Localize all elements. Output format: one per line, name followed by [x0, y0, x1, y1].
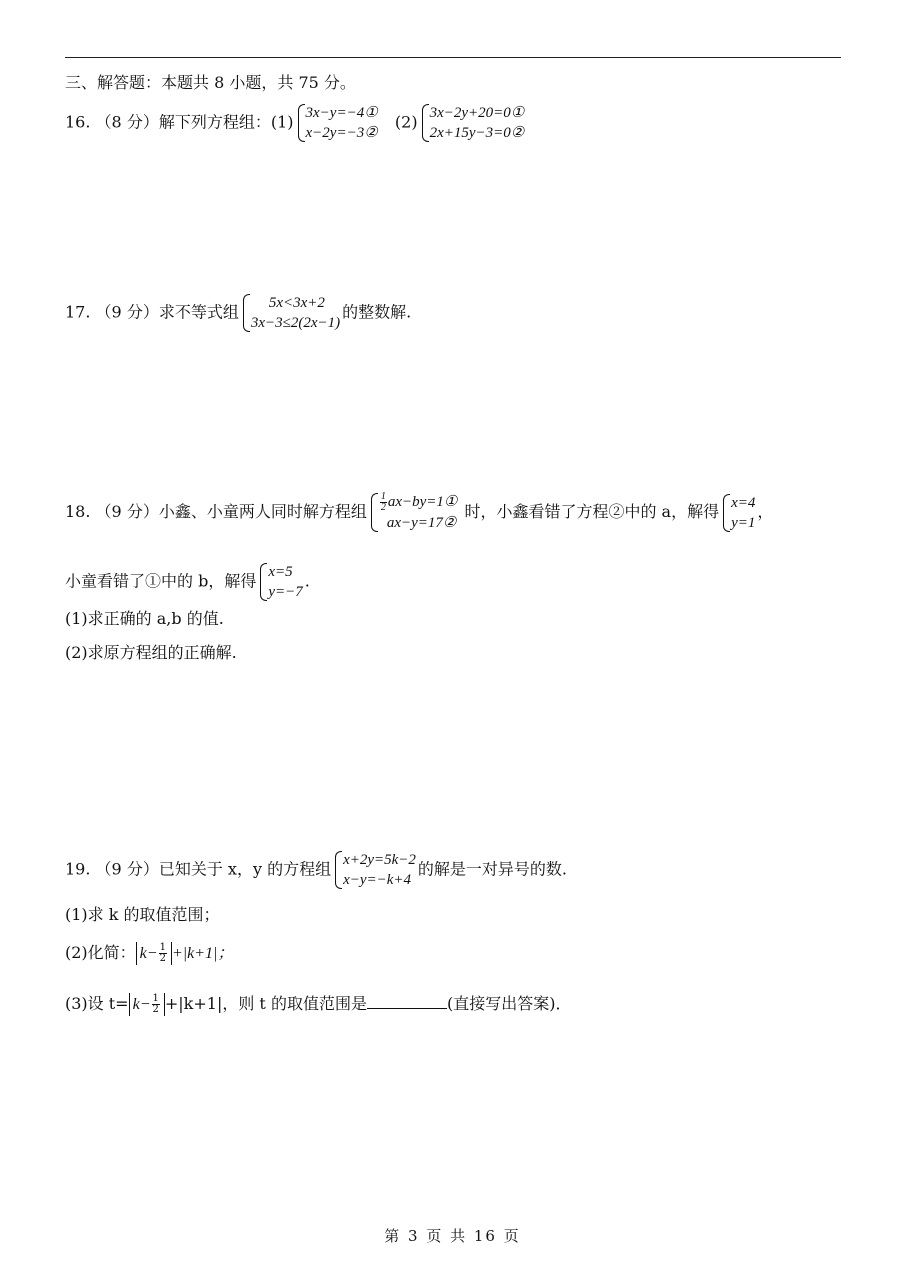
- q19-suffix: 的解是一对异号的数.: [417, 859, 568, 879]
- q16-p1-eq1: 3x−y=−4①: [305, 105, 378, 121]
- q18-line2-suffix: .: [304, 571, 310, 591]
- q19-number: 19.: [65, 859, 91, 879]
- q18-solution-1: [721, 493, 755, 533]
- q17-system: [241, 293, 340, 333]
- q18-line2-prefix: 小童看错了①中的 b，解得: [65, 571, 257, 591]
- q18-part-1: (1)求正确的 a,b 的值.: [65, 609, 224, 628]
- q19-eq1: x+2y=5k−2: [343, 852, 416, 868]
- q19-part-3: [65, 993, 571, 1016]
- q19-part-2: [65, 942, 233, 965]
- answer-blank[interactable]: [367, 994, 447, 1009]
- q18-score: （9 分）: [95, 502, 159, 522]
- q19-part3-prefix: (3)设 t=: [65, 994, 129, 1013]
- q18-sol2-y: y=−7: [268, 584, 303, 600]
- q16-score: （8 分）: [95, 112, 159, 132]
- q18-number: 18.: [65, 502, 91, 522]
- header-rule: [65, 57, 841, 58]
- q16-p1-eq2: x−2y=−3②: [305, 125, 378, 141]
- page-footer: 第 3 页 共 16 页: [384, 1227, 521, 1245]
- q18-mid: 时，小鑫看错了方程②中的 a，解得: [464, 502, 720, 522]
- q17-eq2: 3x−3≤2(2x−1): [250, 315, 341, 331]
- q19-part2-prefix: (2)化简：: [65, 943, 136, 962]
- q16-prompt: 解下列方程组：: [158, 112, 271, 132]
- section-title: 三、解答题：本题共 8 小题，共 75 分。: [65, 73, 356, 92]
- q19-part3-suffix: (直接写出答案)．: [446, 994, 572, 1013]
- q16-system-2: [420, 103, 525, 143]
- q19-part2-plus: +|k+1|；: [171, 945, 234, 962]
- q16-part1-label: (1): [270, 112, 294, 132]
- q19-part2-abs: k− $\frac{1}{2}$: [136, 942, 172, 965]
- q17-score: （9 分）: [95, 302, 159, 322]
- q18-comma: ，: [757, 502, 774, 522]
- q18-solution-2: [258, 562, 302, 602]
- question-16: [65, 103, 526, 143]
- q16-system-1: [296, 103, 378, 143]
- q17-eq1: 5x<3x+2: [268, 295, 325, 311]
- q17-prompt: 求不等式组: [158, 302, 239, 322]
- q19-system: [333, 850, 416, 890]
- q19-part2-fraction: $\frac{1}{2}$: [159, 942, 166, 964]
- q18-system: [369, 492, 458, 533]
- q19-part3-fraction: $\frac{1}{2}$: [152, 993, 159, 1015]
- q18-sol1-y: y=1: [731, 514, 756, 531]
- question-18: [65, 492, 773, 533]
- q18-part-2: (2)求原方程组的正确解.: [65, 643, 237, 662]
- q17-number: 17.: [65, 302, 91, 322]
- q19-part3-abs: k− $\frac{1}{2}$: [129, 993, 165, 1016]
- question-19: [65, 850, 567, 890]
- q18-sol1-x: x=4: [731, 494, 756, 511]
- q16-p2-eq1: 3x−2y+20=0①: [429, 105, 525, 121]
- q17-suffix: 的整数解.: [342, 302, 412, 322]
- q16-part2-label: (2): [394, 112, 418, 132]
- q18-prompt: 小鑫、小童两人同时解方程组: [158, 502, 367, 522]
- q18-eq1-fraction: $\frac{1}{2}$: [380, 491, 386, 514]
- q19-part-1: (1)求 k 的取值范围；: [65, 905, 220, 924]
- q16-number: 16.: [65, 112, 91, 132]
- q18-eq2: ax−y=17②: [386, 515, 457, 532]
- q18-line-2: [65, 562, 310, 602]
- q16-p2-eq2: 2x+15y−3=0②: [429, 125, 525, 141]
- q19-prompt: 已知关于 x，y 的方程组: [158, 859, 332, 879]
- q18-eq1: $\frac{1}{2}$ ax−by=1①: [380, 491, 458, 514]
- question-17: [65, 293, 411, 333]
- q19-part3-plus: +|k+1|，则 t 的取值范围是: [164, 994, 367, 1013]
- q19-eq2: x−y=−k+4: [343, 872, 412, 888]
- q19-score: （9 分）: [95, 859, 159, 879]
- q18-sol2-x: x=5: [268, 564, 293, 580]
